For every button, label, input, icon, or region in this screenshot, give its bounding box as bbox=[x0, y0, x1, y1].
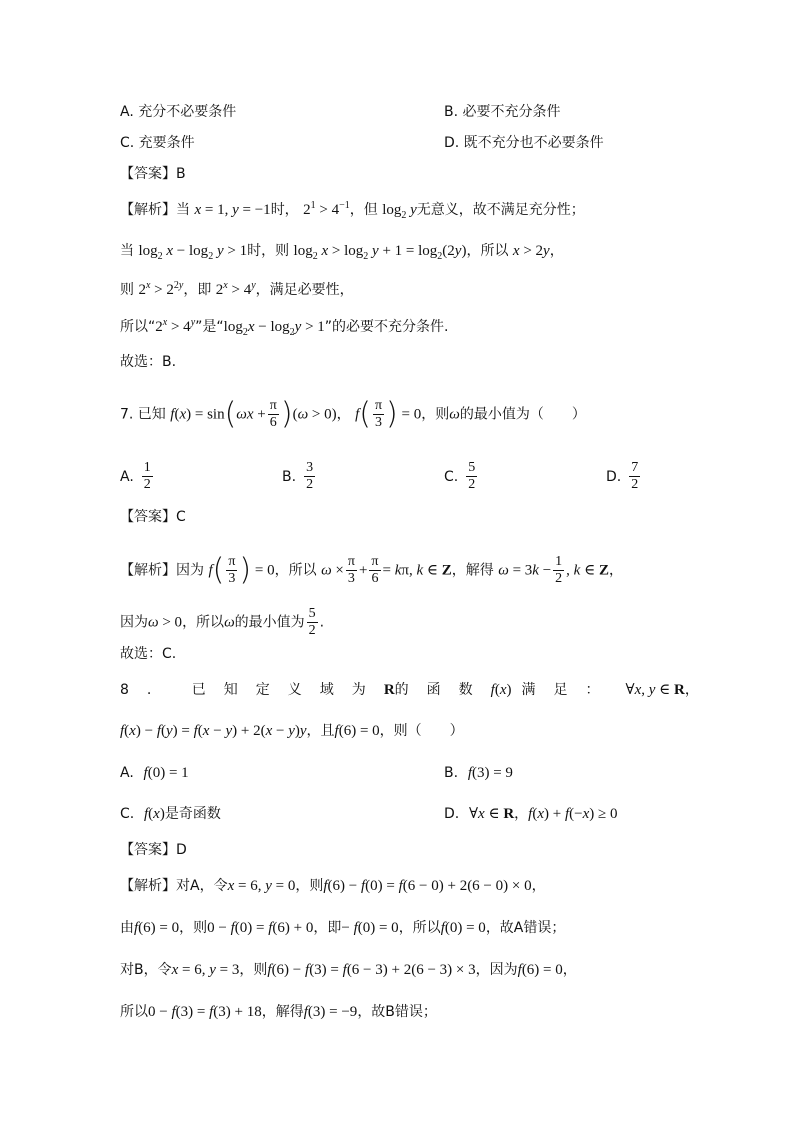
q6-option-d: D. 既不充分也不必要条件 bbox=[444, 135, 604, 151]
q6-option-b: B. 必要不充分条件 bbox=[444, 104, 561, 120]
q7-conclusion: 故选：C. bbox=[120, 646, 177, 662]
q8-stem-line-2: f(x) − f(y) = f(x − y) + 2(x − y)y，且f(6) = 0，则（ ） bbox=[120, 723, 464, 739]
q8-explanation-line-2: 由f(6) = 0，则0 − f(0) = f(6) + 0，即− f(0) = 0，所以f(0) = 0，故A错误； bbox=[120, 920, 566, 936]
q7-stem: 7. 已知 f(x) = sin(ωx + $\frac{\pi}{6}$ )(ω > 0)， f( $\frac{\pi}{3}$ ) = 0，则ω的最小值为（ ） bbox=[120, 396, 586, 432]
q7-option-c: C. $\frac{5}{2}$ bbox=[444, 460, 476, 492]
q7-option-b: B. $\frac{3}{2}$ bbox=[282, 460, 314, 492]
q6-option-c: C. 充要条件 bbox=[120, 135, 195, 151]
q8-answer: 【答案】D bbox=[120, 842, 187, 858]
q7-option-a: A. $\frac{1}{2}$ bbox=[120, 460, 151, 492]
q8-option-b: B. f(3) = 9 bbox=[444, 765, 513, 781]
q7-explanation-line-2: 因为ω > 0，所以ω的最小值为 $\frac{5}{2}$ . bbox=[120, 606, 325, 638]
q7-answer: 【答案】C bbox=[120, 509, 186, 525]
q6-conclusion: 故选：B. bbox=[120, 354, 177, 370]
q7-explanation-line-1: 【解析】因为 f( $\frac{\pi}{3}$ ) = 0，所以 ω × $\frac{\pi}{3}$ + $\frac{\pi}{6}$ = kπ, k ∈ Z，解得 ω = 3k − $\frac{1}{2}$ , k ∈ Z， bbox=[120, 552, 623, 588]
q6-option-a: A. 充分不必要条件 bbox=[120, 104, 237, 120]
q8-explanation-line-4: 所以0 − f(3) = f(3) + 18，解得f(3) = −9，故B错误； bbox=[120, 1004, 437, 1020]
q8-stem-line-1: 8. 已知定义域为R的函数f(x) 满足： ∀x, y ∈ R， bbox=[120, 682, 699, 698]
q6-answer: 【答案】B bbox=[120, 166, 186, 182]
q8-option-d: D. ∀x ∈ R，f(x) + f(−x) ≥ 0 bbox=[444, 806, 618, 822]
q8-explanation-line-3: 对B，令x = 6, y = 3，则f(6) − f(3) = f(6 − 3) + 2(6 − 3) × 3，因为f(6) = 0， bbox=[120, 962, 577, 978]
q8-option-a: A. f(0) = 1 bbox=[120, 765, 189, 781]
q7-option-d: D. $\frac{7}{2}$ bbox=[606, 460, 639, 492]
q6-explanation-line-2: 当 $\log_2 x - \log_2 y > 1$时，则 $\log_2 x > \log_2 y + 1 = \log_2(2y)$，所以 x > 2y， bbox=[120, 243, 564, 262]
q6-explanation-line-1: 【解析】当 x = 1, y = −1时， $2^1 > 4^{-1}$，但 $\log_2 y$无意义，故不满足充分性； bbox=[120, 200, 585, 221]
q8-option-c: C. f(x)是奇函数 bbox=[120, 806, 221, 822]
q8-explanation-line-1: 【解析】对A，令x = 6, y = 0，则f(6) − f(0) = f(6 − 0) + 2(6 − 0) × 0， bbox=[120, 878, 546, 894]
q6-explanation-line-3: 则 $2^x > 2^{2y}$，即 $2^x > 4^y$，满足必要性， bbox=[120, 280, 354, 298]
q6-explanation-line-4: 所以“$2^x > 4^y$”是“$\log_2x - \log_2y > 1$”的必要不充分条件. bbox=[120, 317, 449, 338]
